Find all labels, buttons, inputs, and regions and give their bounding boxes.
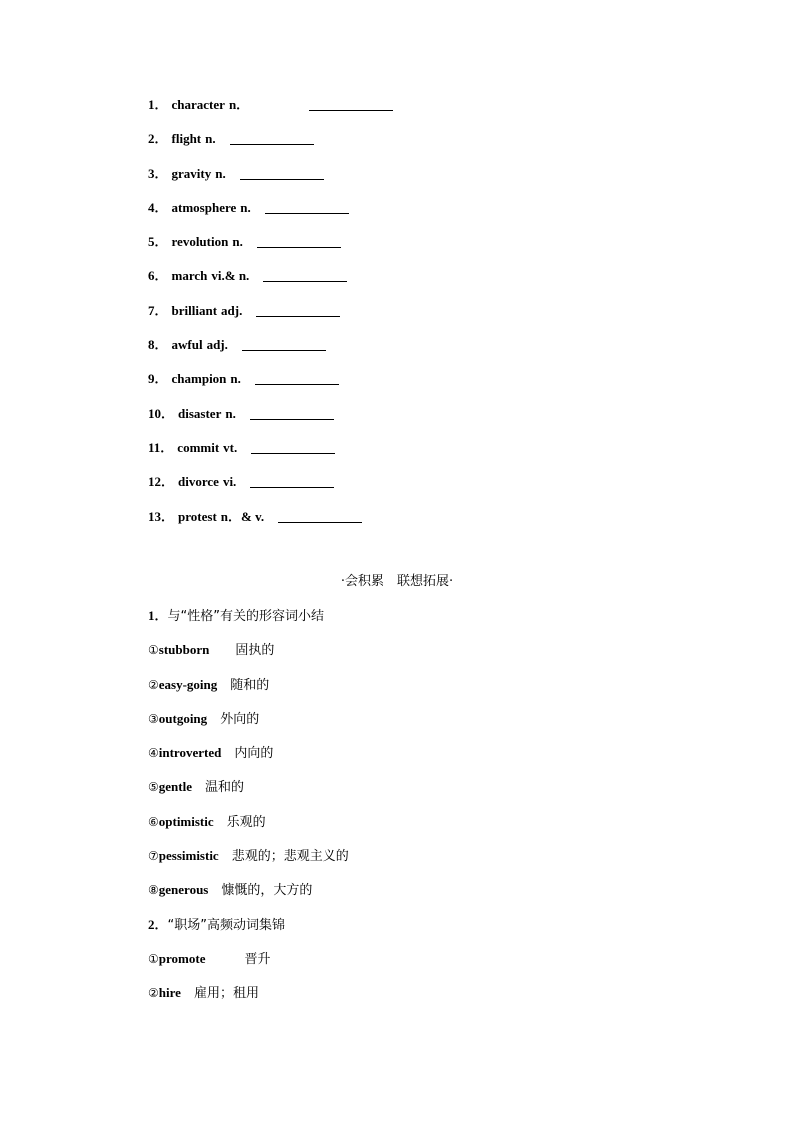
english-word: gentle (158, 779, 192, 795)
circled-number: ② (148, 677, 159, 692)
part-of-speech: n. (225, 405, 236, 421)
chinese-meaning: 固执的 (235, 643, 275, 659)
section-title: ·会积累 联想拓展· (340, 574, 454, 589)
answer-blank[interactable] (265, 199, 349, 214)
answer-blank[interactable] (242, 336, 326, 351)
answer-blank[interactable] (230, 130, 314, 145)
chinese-meaning: 雇用；租用 (193, 986, 259, 1002)
chinese-meaning: 内向的 (234, 746, 274, 762)
english-word: introverted (158, 745, 222, 761)
list-item (148, 676, 708, 710)
circled-number: ③ (148, 711, 159, 726)
item-number: 7． (148, 302, 168, 318)
item-number: 11． (148, 439, 174, 455)
vocab-item (148, 370, 668, 404)
circled-number: ⑤ (148, 780, 159, 795)
list-item (148, 847, 708, 881)
english-word: outgoing (158, 710, 208, 726)
item-number: 5． (148, 234, 168, 250)
part-of-speech: vi. (222, 474, 237, 490)
vocab-word: flight (171, 131, 202, 147)
circled-number: ② (148, 986, 159, 1001)
group-heading-text: “职场”高频动词集锦 (167, 917, 285, 933)
english-word: generous (158, 882, 209, 898)
vocab-word: divorce (178, 474, 219, 490)
notes-section (148, 607, 708, 1019)
vocab-word: character (171, 97, 225, 112)
part-of-speech: vt. (223, 439, 238, 455)
chinese-meaning: 外向的 (220, 711, 260, 727)
part-of-speech: adj. (206, 337, 228, 353)
group-number: 2． (148, 916, 168, 932)
answer-blank[interactable] (257, 233, 341, 248)
group-heading (148, 916, 708, 950)
answer-blank[interactable] (263, 267, 347, 282)
answer-blank[interactable] (251, 439, 335, 454)
vocab-item (148, 508, 668, 542)
vocab-item (148, 336, 668, 370)
circled-number: ⑥ (148, 814, 159, 829)
list-item (148, 950, 708, 984)
vocab-item (148, 267, 668, 301)
vocab-list (148, 96, 668, 542)
chinese-meaning: 乐观的 (226, 814, 266, 830)
vocab-item (148, 473, 668, 507)
vocab-word: champion (171, 371, 227, 387)
part-of-speech: n. (215, 165, 226, 181)
chinese-meaning: 温和的 (205, 780, 245, 796)
item-number: 10． (148, 405, 175, 421)
part-of-speech: n．& v. (220, 508, 265, 524)
chinese-meaning: 慷慨的，大方的 (221, 883, 313, 899)
vocab-item (148, 199, 668, 233)
item-number: 9． (148, 371, 168, 387)
english-word: promote (158, 950, 206, 966)
english-word: stubborn (158, 642, 210, 658)
part-of-speech: n. (230, 371, 241, 387)
item-number: 1． (148, 97, 168, 112)
item-number: 2． (148, 131, 168, 147)
vocab-item (148, 165, 668, 199)
part-of-speech: adj. (221, 302, 243, 318)
chinese-meaning: 随和的 (230, 677, 270, 693)
vocab-word: awful (171, 337, 203, 353)
part-of-speech: n. (240, 199, 251, 215)
item-number: 8． (148, 337, 168, 353)
vocab-word: commit (177, 439, 220, 455)
part-of-speech: vi.& n. (211, 268, 250, 284)
circled-number: ⑦ (148, 849, 159, 864)
part-of-speech: n. (232, 234, 243, 250)
item-number: 6． (148, 268, 168, 284)
vocab-item (148, 130, 668, 164)
vocab-word: protest (178, 508, 217, 524)
english-word: hire (158, 985, 181, 1001)
answer-blank[interactable] (256, 302, 340, 317)
part-of-speech: n． (228, 97, 250, 112)
list-item (148, 778, 708, 812)
english-word: easy-going (158, 676, 218, 692)
list-item (148, 710, 708, 744)
vocab-item (148, 233, 668, 267)
answer-blank[interactable] (250, 405, 334, 420)
circled-number: ① (148, 643, 159, 658)
vocab-item (148, 96, 668, 130)
vocab-item (148, 302, 668, 336)
vocab-word: revolution (171, 234, 229, 250)
answer-blank[interactable] (250, 473, 334, 488)
item-number: 12． (148, 474, 175, 490)
item-number: 4． (148, 199, 168, 215)
vocab-item (148, 439, 668, 473)
circled-number: ① (148, 951, 159, 966)
list-item (148, 641, 708, 675)
vocab-word: march (171, 268, 208, 284)
list-item (148, 984, 708, 1018)
list-item (148, 813, 708, 847)
english-word: optimistic (158, 813, 214, 829)
answer-blank[interactable] (278, 508, 362, 523)
group-heading (148, 607, 708, 641)
vocab-word: brilliant (171, 302, 218, 318)
item-number: 13． (148, 508, 175, 524)
answer-blank[interactable] (240, 165, 324, 180)
vocab-word: disaster (178, 405, 222, 421)
chinese-meaning: 悲观的；悲观主义的 (231, 849, 349, 865)
item-number: 3． (148, 165, 168, 181)
chinese-meaning: 晋升 (244, 951, 271, 967)
answer-blank[interactable] (255, 370, 339, 385)
group-heading-text: 与“性格”有关的形容词小结 (167, 609, 324, 624)
vocab-word: gravity (171, 165, 212, 181)
answer-blank[interactable] (309, 96, 393, 111)
group-number: 1． (148, 608, 168, 623)
circled-number: ⑧ (148, 883, 159, 898)
english-word: pessimistic (158, 848, 219, 864)
part-of-speech: n. (205, 131, 216, 147)
vocab-item (148, 405, 668, 439)
vocab-word: atmosphere (171, 199, 237, 215)
circled-number: ④ (148, 746, 159, 761)
list-item (148, 881, 708, 915)
list-item (148, 744, 708, 778)
